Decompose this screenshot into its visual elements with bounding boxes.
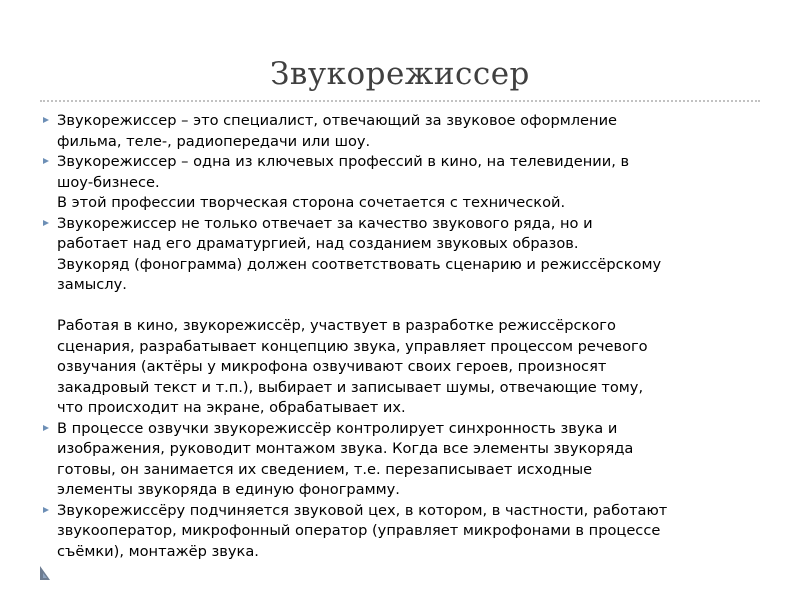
bullet-item — [40, 501, 766, 563]
bullet-item — [40, 419, 766, 501]
bullet-paragraph: Работая в кино, звукорежиссёр, участвует в разработке режиссёрского сценария, разрабатывает концепцию звука, управляет процессом речевого озвучания (актёры у микрофона озвучивают своих героев, произносят закадровый текст и т.п.), выбирает и записывает шумы, отвечающие тому, что происходит на экране, обрабатывает их. — [57, 317, 648, 416]
title-divider — [40, 100, 760, 102]
bullet-paragraph: В процессе озвучки звукорежиссёр контролирует синхронность звука и изображения, руководит монтажом звука. Когда все элементы звукоряда готовы, он занимается их сведением, т.е. перезаписывает исходные элементы звукоряда в единую фонограмму. — [57, 419, 634, 498]
triangle-bullet-icon — [43, 117, 49, 123]
bullet-item — [40, 152, 766, 214]
slide-title: Звукорежиссер — [270, 56, 530, 92]
bullet-paragraph: Звукорежиссер – это специалист, отвечающий за звуковое оформление фильма, теле-, радиопередачи или шоу. — [57, 112, 618, 150]
triangle-bullet-icon — [43, 425, 49, 431]
triangle-bullet-icon — [43, 220, 49, 226]
content-list — [40, 111, 766, 562]
triangle-bullet-icon — [43, 507, 49, 513]
bullet-paragraph: Звукоряд (фонограмма) должен соответствовать сценарию и режиссёрскому замыслу. — [57, 255, 662, 293]
slide-corner-inner-icon — [43, 573, 47, 578]
bullet-item — [40, 111, 766, 152]
bullet-paragraph: В этой профессии творческая сторона сочетается с технической. — [57, 194, 566, 211]
bullet-item — [40, 214, 766, 419]
bullet-paragraph: Звукорежиссёру подчиняется звуковой цех, в котором, в частности, работают звукооператор, микрофонный оператор (управляет микрофонами в процессе съёмки), монтажёр звука. — [57, 501, 668, 560]
triangle-bullet-icon — [43, 158, 49, 164]
bullet-paragraph: Звукорежиссер – одна из ключевых профессий в кино, на телевидении, в шоу-бизнесе. — [57, 153, 630, 191]
bullet-paragraph: Звукорежиссер не только отвечает за качество звукового ряда, но и работает над его драматургией, над созданием звуковых образов. — [57, 214, 593, 252]
